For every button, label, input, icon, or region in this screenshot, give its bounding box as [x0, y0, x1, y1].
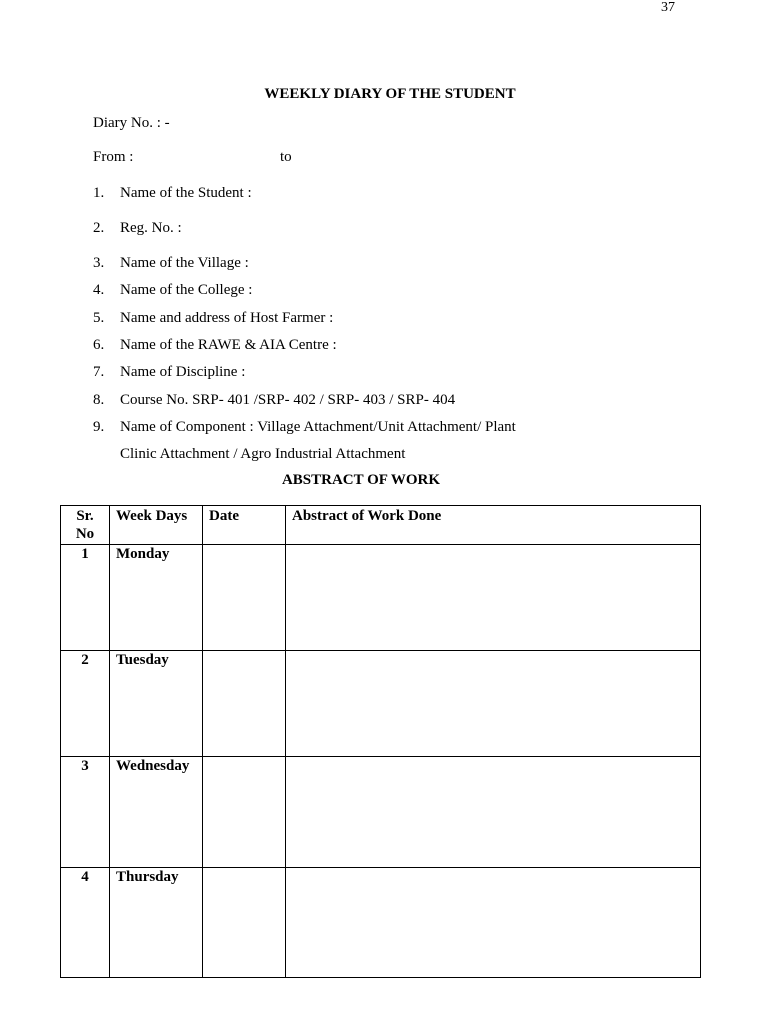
row-week-day: Tuesday [110, 651, 203, 757]
list-item-label: Name of the Village : [120, 255, 249, 271]
row-date-cell[interactable] [203, 545, 286, 651]
row-week-day: Thursday [110, 868, 203, 978]
list-item-label: Name of the College : [120, 282, 253, 298]
list-item-number: 5. [93, 310, 105, 326]
row-sr-no: 2 [61, 651, 110, 757]
header-abstract: Abstract of Work Done [286, 506, 701, 545]
row-date-cell[interactable] [203, 868, 286, 978]
row-week-day: Monday [110, 545, 203, 651]
list-item-label: Name of Component : Village Attachment/Unit Attachment/ Plant [120, 419, 516, 435]
page-title: WEEKLY DIARY OF THE STUDENT [264, 86, 516, 102]
list-item-label: Name of the RAWE & AIA Centre : [120, 337, 337, 353]
component-continuation: Clinic Attachment / Agro Industrial Attachment [120, 446, 406, 462]
list-item-number: 1. [93, 185, 105, 201]
list-item-label: Course No. SRP- 401 /SRP- 402 / SRP- 403 / SRP- 404 [120, 392, 456, 408]
list-item-number: 2. [93, 220, 105, 236]
row-week-day: Wednesday [110, 757, 203, 868]
list-item-label: Name of Discipline : [120, 364, 246, 380]
abstract-of-work-table [60, 505, 701, 978]
row-abstract-cell[interactable] [286, 545, 701, 651]
table-row [61, 651, 701, 757]
page-number: 37 [661, 0, 675, 15]
to-label: to [280, 149, 292, 165]
row-sr-no: 4 [61, 868, 110, 978]
list-item-label: Name and address of Host Farmer : [120, 310, 334, 326]
table-row [61, 757, 701, 868]
row-date-cell[interactable] [203, 651, 286, 757]
table-row [61, 545, 701, 651]
header-week-days: Week Days [110, 506, 203, 545]
list-item-label: Reg. No. : [120, 220, 182, 236]
row-abstract-cell[interactable] [286, 651, 701, 757]
header-sr-no: Sr. No [61, 506, 110, 545]
list-item-number: 3. [93, 255, 105, 271]
row-sr-no: 1 [61, 545, 110, 651]
abstract-title: ABSTRACT OF WORK [281, 472, 441, 488]
header-date: Date [203, 506, 286, 545]
from-label: From : [93, 149, 134, 165]
list-item-number: 4. [93, 282, 105, 298]
row-sr-no: 3 [61, 757, 110, 868]
list-item-number: 7. [93, 364, 105, 380]
list-item-number: 6. [93, 337, 105, 353]
list-item-label: Name of the Student : [120, 185, 252, 201]
table-header-row [61, 506, 701, 545]
list-item-number: 8. [93, 392, 105, 408]
table-row [61, 868, 701, 978]
list-item-number: 9. [93, 419, 105, 435]
diary-no-label: Diary No. : - [93, 115, 170, 131]
row-abstract-cell[interactable] [286, 757, 701, 868]
row-abstract-cell[interactable] [286, 868, 701, 978]
row-date-cell[interactable] [203, 757, 286, 868]
